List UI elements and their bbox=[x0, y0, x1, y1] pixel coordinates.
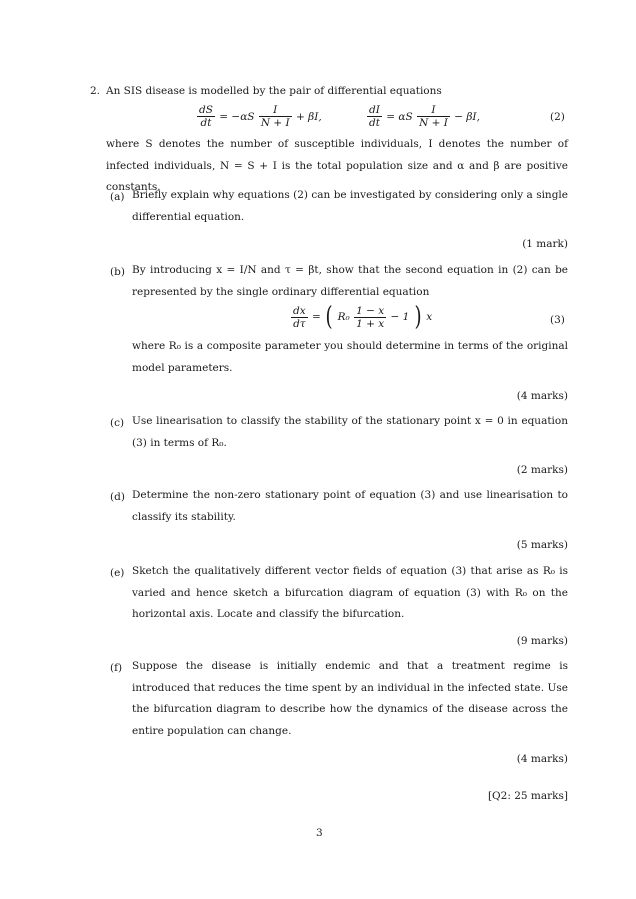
part-text-e: Sketch the qualitatively different vector fields of equation (3) that arise as R₀ is varied and hence sketch a bifurcation diagram of equation (3) with R₀ on the horizontal axis. Locate and classify the bifurcation. bbox=[132, 565, 568, 620]
part-label-b: (b) bbox=[110, 266, 125, 278]
page-number: 3 bbox=[316, 827, 323, 839]
left-paren: ( bbox=[325, 302, 333, 332]
fraction: $\frac{I}{N + I}$ bbox=[260, 104, 290, 129]
fraction: $\frac{dI}{dt}$ bbox=[369, 104, 380, 129]
part-label-e: (e) bbox=[110, 567, 125, 579]
marks-f: (4 marks) bbox=[516, 753, 568, 765]
equation-3: $\frac{dx}{d\tau}$ = ( R₀ $\frac{1 - x}{1 + x}$ − 1 ) x bbox=[293, 302, 433, 332]
question-intro: An SIS disease is modelled by the pair of differential equations bbox=[106, 85, 442, 97]
fraction: $\frac{I}{N + I}$ bbox=[419, 104, 448, 129]
marks-b: (4 marks) bbox=[516, 390, 568, 402]
question-total: [Q2: 25 marks] bbox=[487, 790, 568, 802]
part-label-d: (d) bbox=[110, 491, 125, 503]
equation-2-label: (2) bbox=[550, 111, 565, 123]
where-text: where S denotes the number of susceptible individuals, I denotes the number of infected individuals, N = S + I is the total population size and α and β are positive constants. bbox=[106, 138, 568, 193]
part-label-f: (f) bbox=[110, 662, 123, 674]
marks-a: (1 mark) bbox=[522, 238, 568, 250]
part-text-b: By introducing x = I/N and τ = βt, show that the second equation in (2) can be represented by the single ordinary differential equation bbox=[132, 264, 568, 298]
equation-2-second: $\frac{dI}{dt}$ = αS $\frac{I}{N + I}$ − βI, bbox=[369, 104, 480, 129]
equation-2-first: $\frac{dS}{dt}$ = −αS $\frac{I}{N + I}$ + βI, bbox=[199, 104, 322, 129]
marks-c: (2 marks) bbox=[516, 464, 568, 476]
equation-3-label: (3) bbox=[550, 314, 565, 326]
fraction: $\frac{dS}{dt}$ bbox=[199, 104, 213, 129]
fraction: $\frac{dx}{d\tau}$ bbox=[293, 304, 306, 330]
part-text-d: Determine the non-zero stationary point of equation (3) and use linearisation to classify its stability. bbox=[132, 489, 568, 523]
question-number: 2. bbox=[90, 85, 101, 97]
fraction: $\frac{1 - x}{1 + x}$ bbox=[356, 304, 385, 330]
part-text-c: Use linearisation to classify the stability of the stationary point x = 0 in equation (3) in terms of R₀. bbox=[132, 415, 568, 449]
marks-e: (9 marks) bbox=[516, 635, 568, 647]
part-after-b: where R₀ is a composite parameter you should determine in terms of the original model parameters. bbox=[132, 340, 568, 374]
part-label-a: (a) bbox=[110, 191, 125, 203]
part-text-f: Suppose the disease is initially endemic and that a treatment regime is introduced that reduces the time spent by an individual in the infected state. Use the bifurcation diagram to describe how the dynamics of the disease across the entire population can change. bbox=[132, 660, 568, 737]
marks-d: (5 marks) bbox=[516, 539, 568, 551]
part-text-a: Briefly explain why equations (2) can be investigated by considering only a single differential equation. bbox=[132, 189, 568, 223]
right-paren: ) bbox=[414, 302, 422, 332]
part-label-c: (c) bbox=[110, 417, 125, 429]
